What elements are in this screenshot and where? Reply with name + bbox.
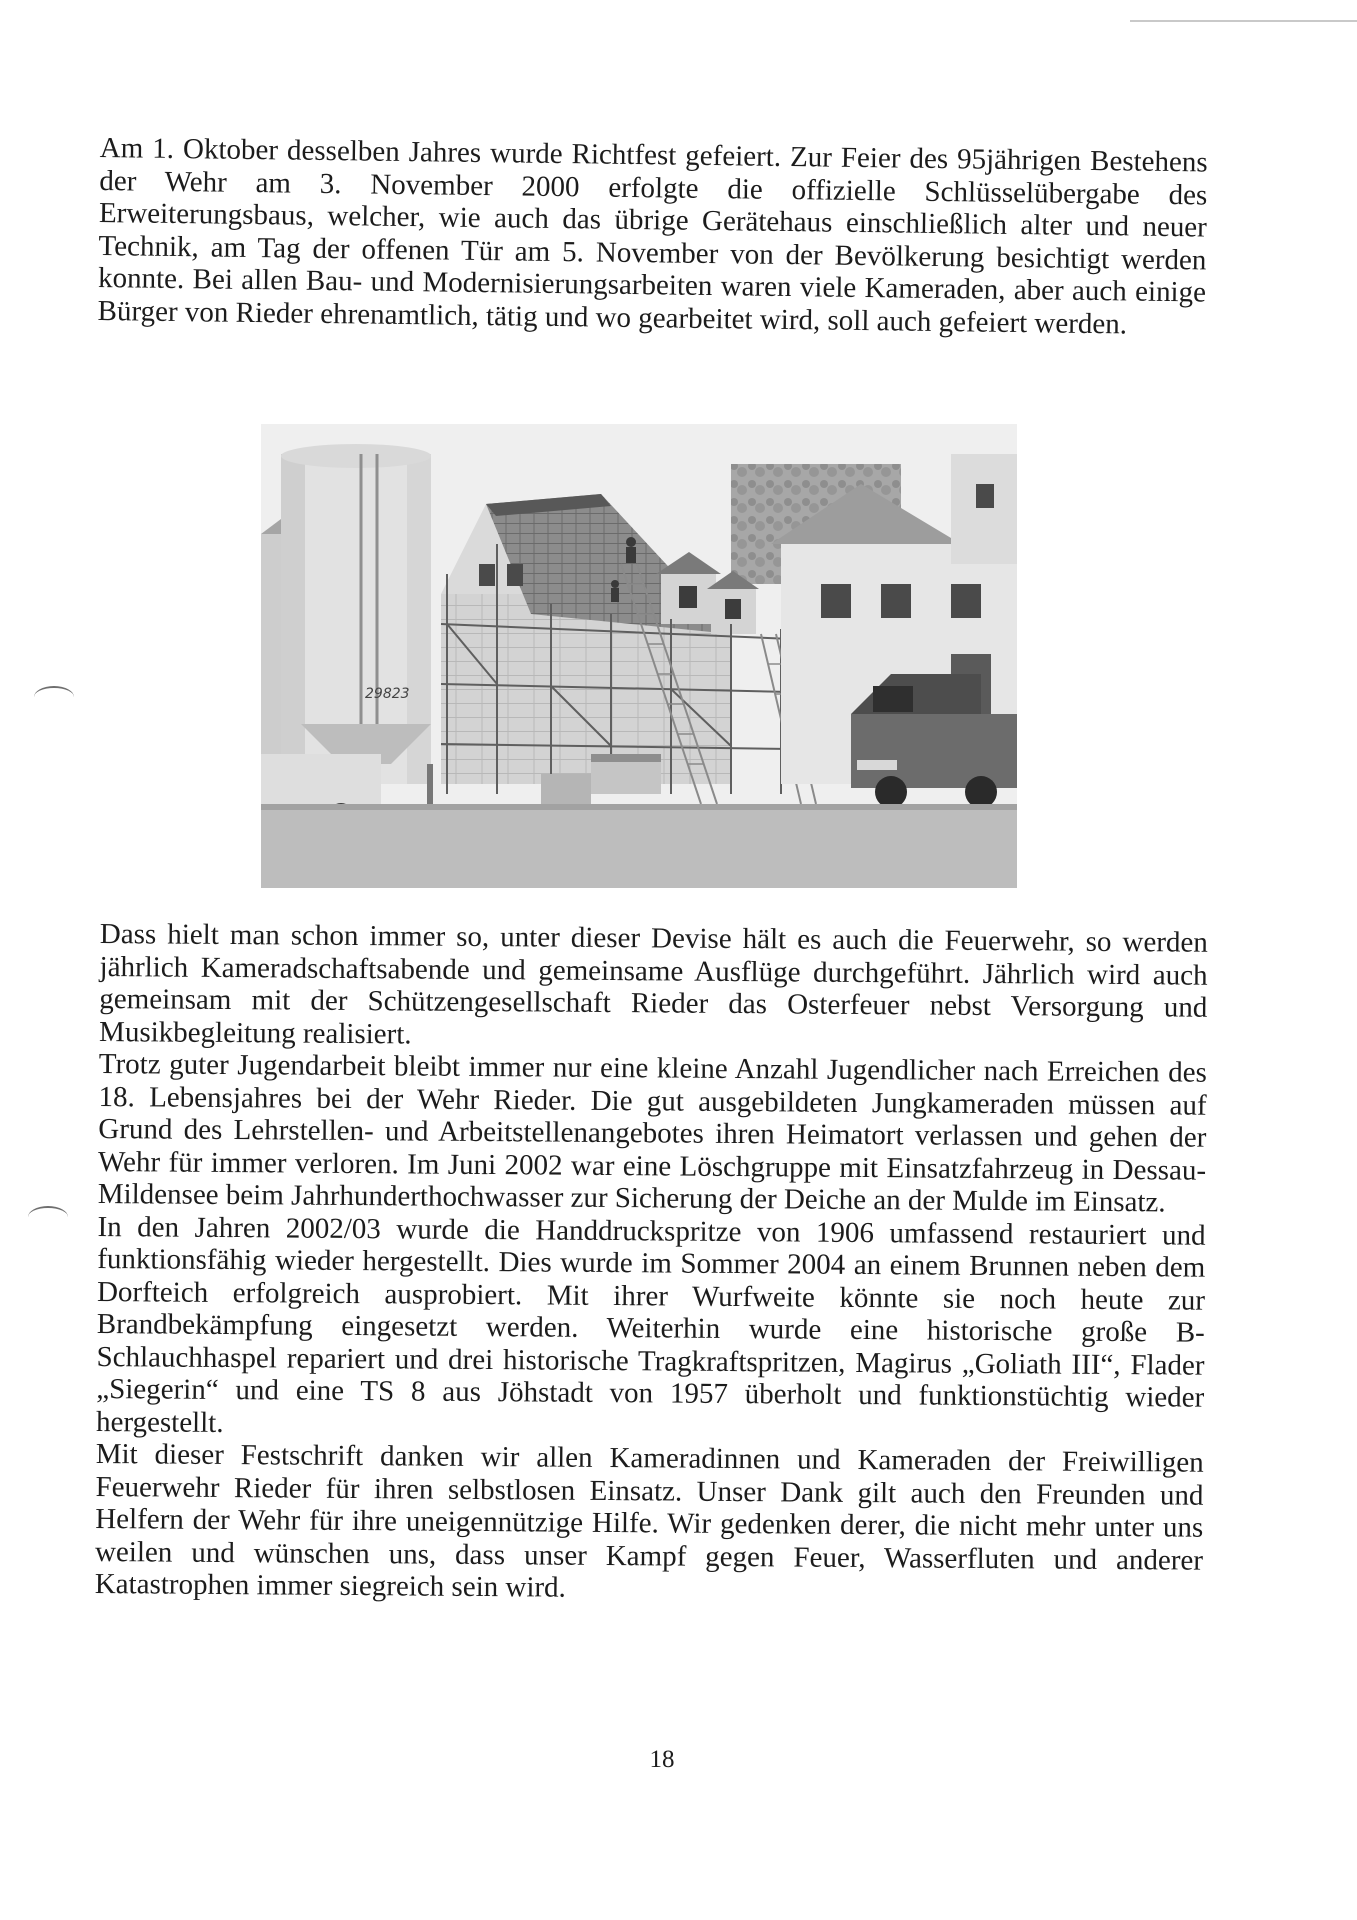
construction-photo	[261, 424, 1017, 888]
paragraph-handdruckspritze: In den Jahren 2002/03 wurde die Handdruckspritze von 1906 umfassend restauriert und funktionsfähig wieder hergestellt. Dies wurde im Sommer 2004 an einem Brunnen neben dem Dorfteich erfolgreich ausprobiert. Mit ihrer Wurfweite könnte sie noch heute zur Brandbekämpfung eingesetzt werden. Weiterhin wurde eine historische große B-Schlauchhaspel repariert und drei historische Tragkraftspritzen, Magirus „Goliath III“, Flader „Siegerin“ und eine TS 8 aus Jöhstadt von 1957 überholt und funktionstüchtig wieder hergestellt.	[95, 1210, 1206, 1439]
page-number: 18	[649, 1746, 675, 1773]
punch-hole-mark	[28, 1206, 68, 1228]
opening-paragraph	[97, 132, 1207, 341]
paragraph-dank: Mit dieser Festschrift danken wir allen Kameradinnen und Kameraden der Freiwilligen Feuerwehr Rieder für ihren selbstlosen Einsatz. Unser Dank gilt auch den Freunden und Helfern der Wehr für ihre uneigennützige Hilfe. Wir gedenken derer, die nicht mehr unter uns weilen und wünschen uns, dass unser Kampf gegen Feuer, Wasserfluten und anderer Katastrophen immer siegreich sein wird.	[94, 1437, 1204, 1604]
scan-edge-line	[1130, 20, 1357, 22]
punch-hole-mark	[34, 686, 74, 708]
silo-marking: 29823	[365, 686, 410, 702]
main-text	[95, 918, 1208, 1609]
paragraph-richtfest: Am 1. Oktober desselben Jahres wurde Richtfest gefeiert. Zur Feier des 95jährigen Bestehens der Wehr am 3. November 2000 erfolgte die offizielle Schlüsselübergabe des Erweiterungsbaus, welcher, wie auch das übrige Gerätehaus einschließlich alter und neuer Technik, am Tag der offenen Tür am 5. November von der Bevölkerung besichtigt werden konnte. Bei allen Bau- und Modernisierungsarbeiten waren viele Kameraden, aber auch einige Bürger von Rieder ehrenamtlich, tätig und wo gearbeitet wird, soll auch gefeiert werden.	[97, 132, 1208, 340]
construction-photo-drawing	[261, 424, 1017, 888]
paragraph-jugendarbeit: Trotz guter Jugendarbeit bleibt immer nur eine kleine Anzahl Jugendlicher nach Erreichen des 18. Lebensjahres bei der Wehr Rieder. Die gut ausgebildeten Jungkameraden müssen auf Grund des Lehrstellen- und Arbeitstellenangebotes ihren Heimatort verlassen und gehen der Wehr für immer verloren. Im Juni 2002 war eine Löschgruppe mit Einsatzfahrzeug in Dessau-Mildensee beim Jahrhunderthochwasser zur Sicherung der Deiche an der Mulde im Einsatz.	[97, 1047, 1207, 1219]
paragraph-kameradschaft: Dass hielt man schon immer so, unter dieser Devise hält es auch die Feuerwehr, so werden jährlich Kameradschaftsabende und gemeinsame Ausflüge durchgeführt. Jährlich wird auch gemeinsam mit der Schützengesellschaft Rieder das Osterfeuer nebst Versorgung und Musikbegleitung realisiert.	[98, 918, 1208, 1050]
